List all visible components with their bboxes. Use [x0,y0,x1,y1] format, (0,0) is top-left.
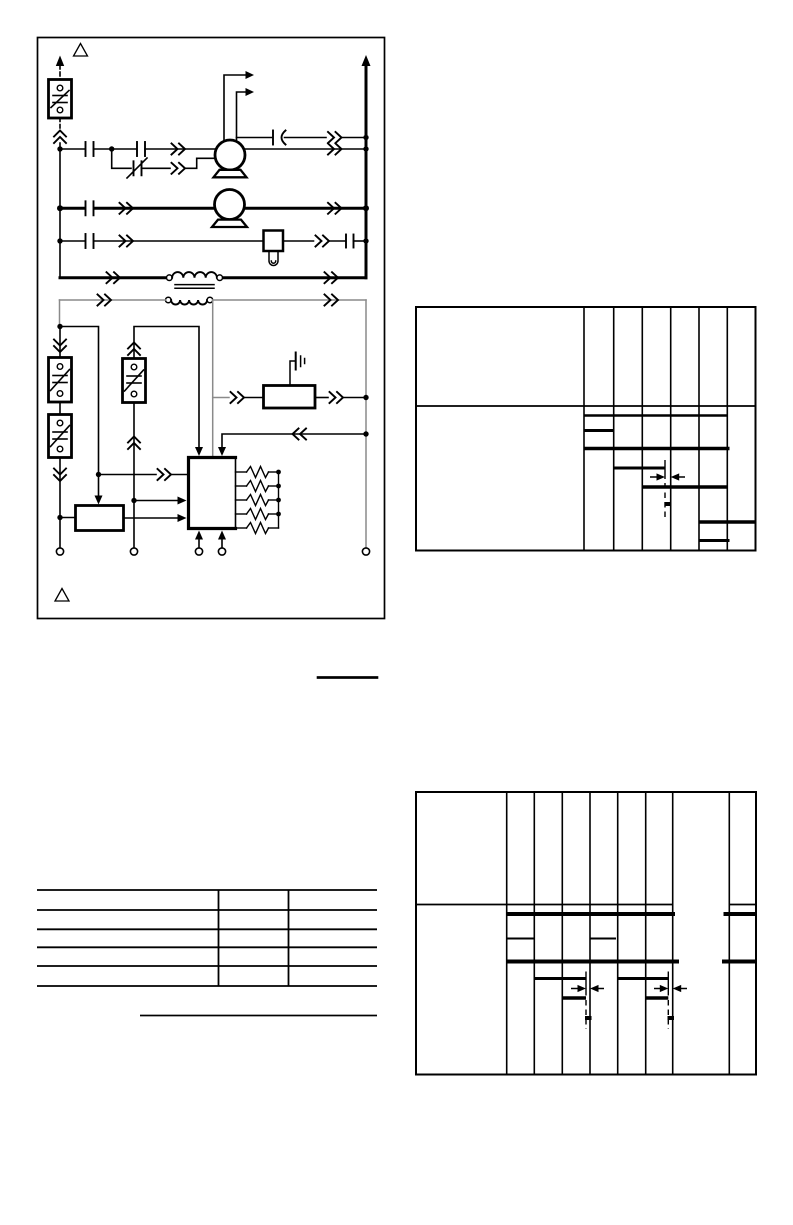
dimension-arrow-icon [590,985,599,992]
timing-bar [724,912,757,916]
timing-bar [646,996,669,1000]
dimension-arrow-icon [673,985,682,992]
timing-bar [584,429,614,432]
timing-chart-1 [416,307,756,551]
timing-bar [722,960,756,964]
dimension-arrow-icon [671,473,680,480]
timing-bar [507,960,679,964]
dimension-arrow-icon [657,473,666,480]
rule-line [317,676,379,679]
rule-line [140,1015,377,1017]
timing-chart-2 [416,792,756,1075]
timing-bar [507,938,534,940]
timing-bar [642,485,727,489]
timing-bar [534,977,586,980]
timing-tick [585,1016,592,1020]
timing-bar [699,539,730,542]
timing-bar [614,467,665,470]
timing-bar [618,977,669,980]
timing-bar [507,912,675,916]
timing-tick [668,1016,675,1020]
timing-bar [562,996,586,1000]
timing-bar [584,447,730,451]
timing-tick [665,502,672,506]
timing-bar [590,938,617,940]
dimension-arrow-icon [578,985,587,992]
timing-bar [699,520,756,524]
spec-table [37,890,377,986]
dimension-arrow-icon [660,985,669,992]
timing-bar [584,414,727,417]
